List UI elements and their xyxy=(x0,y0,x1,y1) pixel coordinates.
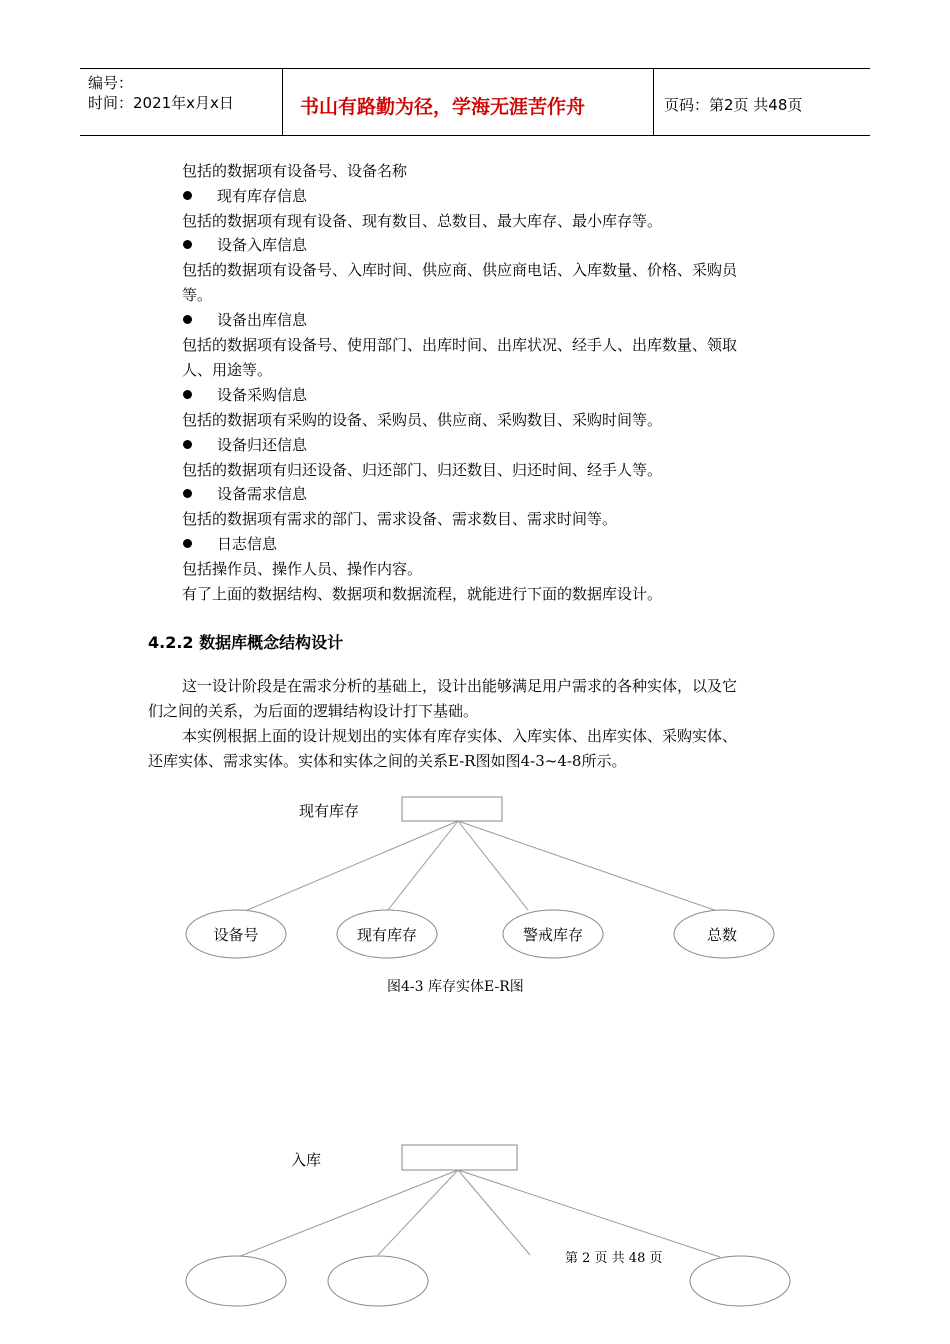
section-line: 等。 xyxy=(182,286,213,304)
section-title: 现有库存信息 xyxy=(217,187,308,205)
attribute-label: 设备号 xyxy=(213,926,259,944)
header-bottom-border xyxy=(80,135,870,136)
intro-line: 包括的数据项有设备号、设备名称 xyxy=(182,162,408,180)
section-title: 设备采购信息 xyxy=(217,386,308,404)
section-line: 人、用途等。 xyxy=(182,361,273,379)
attribute-label: 现有库存 xyxy=(356,926,418,944)
attribute-ellipse xyxy=(328,1256,428,1306)
er-diagram-stock xyxy=(0,780,950,1000)
paragraph-line: 本实例根据上面的设计规划出的实体有库存实体、入库实体、出库实体、采购实体、 xyxy=(182,727,738,745)
section-line: 包括的数据项有现有设备、现有数目、总数目、最大库存、最小库存等。 xyxy=(182,212,663,230)
section-title: 日志信息 xyxy=(217,535,278,553)
relation-line xyxy=(378,1170,458,1255)
attribute-label: 警戒库存 xyxy=(522,926,584,944)
section-line: 包括操作员、操作人员、操作内容。 xyxy=(182,560,423,578)
entity-label: 入库 xyxy=(291,1151,322,1169)
header-number-label: 编号： xyxy=(88,74,134,92)
attribute-ellipse xyxy=(690,1256,790,1306)
attribute-label: 总数 xyxy=(706,926,738,944)
header-motto: 书山有路勤为径，学海无涯苦作舟 xyxy=(300,96,586,118)
section-line: 包括的数据项有需求的部门、需求设备、需求数目、需求时间等。 xyxy=(182,510,618,528)
section-line: 包括的数据项有采购的设备、采购员、供应商、采购数目、采购时间等。 xyxy=(182,411,663,429)
relation-line xyxy=(458,1170,530,1255)
section-line: 包括的数据项有设备号、入库时间、供应商、供应商电话、入库数量、价格、采购员 xyxy=(182,261,738,279)
section-title: 设备入库信息 xyxy=(217,236,308,254)
section-title: 设备出库信息 xyxy=(217,311,308,329)
relation-line xyxy=(388,821,458,910)
bullet-icon xyxy=(183,390,192,399)
relation-line xyxy=(458,1170,720,1257)
paragraph-line: 们之间的关系，为后面的逻辑结构设计打下基础。 xyxy=(148,702,479,720)
section-line: 包括的数据项有设备号、使用部门、出库时间、出库状况、经手人、出库数量、领取 xyxy=(182,336,738,354)
relation-line xyxy=(458,821,528,910)
er-diagram-inbound xyxy=(0,1130,950,1330)
header-page-info: 页码：第2页 共48页 xyxy=(664,96,803,114)
bullet-icon xyxy=(183,240,192,249)
relation-line xyxy=(458,821,720,912)
header-divider-right xyxy=(653,68,654,136)
entity-label: 现有库存 xyxy=(299,802,360,820)
section-title: 设备归还信息 xyxy=(217,436,308,454)
figure-caption: 图4-3 库存实体E-R图 xyxy=(387,979,524,995)
bullet-icon xyxy=(183,539,192,548)
section-line: 包括的数据项有归还设备、归还部门、归还数目、归还时间、经手人等。 xyxy=(182,461,663,479)
header-top-border xyxy=(80,68,870,69)
page-footer: 第 2 页 共 48 页 xyxy=(565,1251,663,1266)
bullet-icon xyxy=(183,191,192,200)
attribute-ellipse xyxy=(186,1256,286,1306)
paragraph-line: 还库实体、需求实体。实体和实体之间的关系E-R图如图4-3~4-8所示。 xyxy=(148,752,627,770)
section-heading: 4.2.2 数据库概念结构设计 xyxy=(148,633,344,652)
section-title: 设备需求信息 xyxy=(217,485,308,503)
header-divider-left xyxy=(282,68,283,136)
bullet-icon xyxy=(183,489,192,498)
bullet-icon xyxy=(183,440,192,449)
relation-line xyxy=(238,1170,458,1257)
entity-box xyxy=(402,797,502,821)
header-date-label: 时间：2021年x月x日 xyxy=(88,94,234,112)
closing-line: 有了上面的数据结构、数据项和数据流程，就能进行下面的数据库设计。 xyxy=(182,585,663,603)
relation-line xyxy=(238,821,458,914)
bullet-icon xyxy=(183,315,192,324)
entity-box xyxy=(402,1145,517,1170)
paragraph-line: 这一设计阶段是在需求分析的基础上，设计出能够满足用户需求的各种实体，以及它 xyxy=(182,677,738,695)
